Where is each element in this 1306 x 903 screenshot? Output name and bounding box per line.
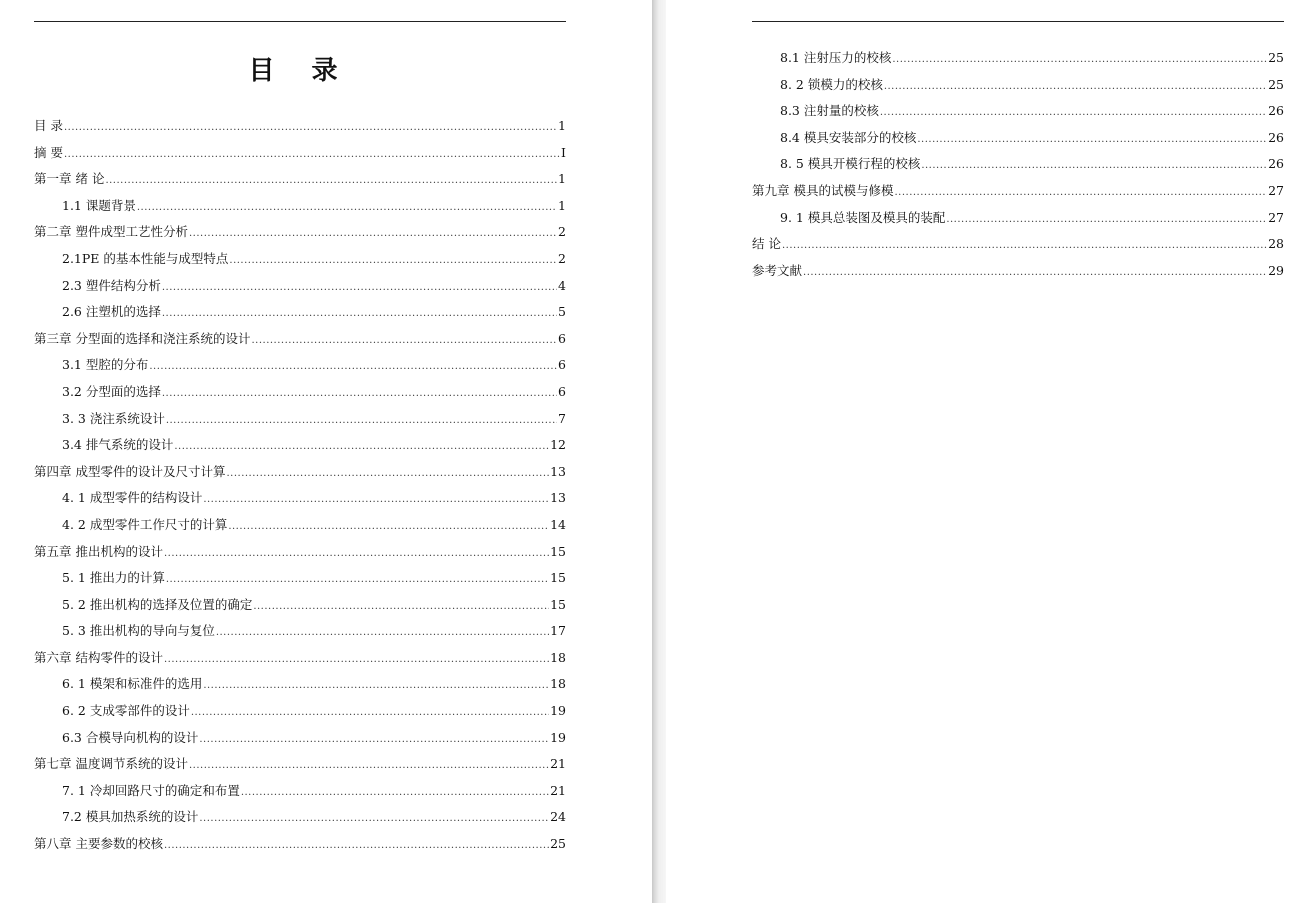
left-page — [0, 0, 652, 903]
toc-entry[interactable] — [34, 804, 566, 831]
toc-entry-page-number: 7 — [558, 410, 566, 426]
toc-entry-label: 5. 1 推出力的计算 — [62, 570, 165, 586]
dot-leader — [884, 74, 1267, 101]
toc-entry[interactable] — [34, 432, 566, 459]
page-gutter — [652, 0, 666, 903]
toc-entry-label: 第四章 成型零件的设计及尺寸计算 — [34, 463, 226, 479]
dot-leader — [64, 115, 557, 142]
toc-entry-page-number: 25 — [1268, 50, 1284, 65]
toc-list-left — [34, 113, 566, 858]
toc-entry-label: 2.1PE 的基本性能与成型特点 — [62, 250, 229, 266]
toc-entry-label: 目 录 — [34, 118, 63, 133]
toc-entry-label: 6.3 合模导向机构的设计 — [62, 729, 199, 745]
dot-leader — [229, 248, 557, 275]
toc-entry-label: 第二章 塑件成型工艺性分析 — [34, 224, 188, 240]
toc-entry[interactable] — [34, 512, 566, 539]
dot-leader — [203, 487, 549, 514]
toc-entry-label: 3.2 分型面的选择 — [62, 383, 161, 399]
right-page — [666, 0, 1306, 903]
toc-entry-page-number: 14 — [550, 516, 566, 532]
toc-entry-page-number: 17 — [550, 623, 566, 639]
dot-leader — [228, 514, 549, 541]
dot-leader — [166, 567, 549, 594]
toc-entry-page-number: 2 — [558, 250, 566, 266]
dot-leader — [921, 153, 1267, 180]
toc-entry-page-number: 25 — [550, 836, 566, 852]
toc-entry-page-number: 5 — [558, 304, 566, 320]
dot-leader — [226, 461, 549, 488]
dot-leader — [917, 127, 1267, 154]
dot-leader — [803, 260, 1267, 287]
toc-entry-label: 2.3 塑件结构分析 — [62, 277, 161, 293]
dot-leader — [946, 207, 1267, 234]
toc-entry[interactable] — [34, 592, 566, 619]
toc-entry-page-number: 18 — [550, 676, 566, 692]
dot-leader — [164, 541, 549, 568]
toc-entry-page-number: 1 — [558, 197, 566, 213]
toc-entry[interactable] — [34, 273, 566, 300]
toc-entry[interactable] — [34, 326, 566, 353]
toc-entry-page-number: 2 — [558, 224, 566, 240]
toc-entry-page-number: I — [561, 144, 566, 160]
toc-entry-label: 5. 2 推出机构的选择及位置的确定 — [62, 596, 253, 612]
toc-entry[interactable] — [34, 379, 566, 406]
toc-entry-page-number: 27 — [1268, 182, 1284, 198]
toc-entry[interactable] — [34, 698, 566, 725]
toc-entry[interactable] — [752, 125, 1284, 152]
dot-leader — [199, 806, 549, 833]
toc-entry[interactable] — [752, 258, 1284, 285]
dot-leader — [64, 142, 560, 169]
dot-leader — [191, 700, 549, 727]
toc-entry-label: 第五章 推出机构的设计 — [34, 543, 163, 559]
toc-entry-label: 参考文献 — [752, 262, 803, 278]
toc-entry[interactable] — [752, 45, 1284, 72]
toc-entry[interactable] — [34, 219, 566, 246]
toc-entry[interactable] — [34, 671, 566, 698]
dot-leader — [149, 354, 557, 381]
toc-entry[interactable] — [34, 246, 566, 273]
toc-entry-label: 7. 1 冷却回路尺寸的确定和布置 — [62, 782, 240, 798]
toc-entry-page-number: 26 — [1268, 103, 1284, 119]
dot-leader — [162, 301, 557, 328]
toc-list-right — [752, 45, 1284, 284]
dot-leader — [894, 180, 1267, 207]
toc-entry[interactable] — [34, 725, 566, 752]
dot-leader — [203, 673, 549, 700]
toc-entry-page-number: 4 — [558, 277, 566, 293]
toc-entry-label: 第七章 温度调节系统的设计 — [34, 756, 188, 772]
toc-entry-page-number: 25 — [1268, 76, 1284, 92]
dot-leader — [166, 408, 557, 435]
dot-leader — [164, 833, 549, 860]
dot-leader — [189, 753, 549, 780]
toc-entry-page-number: 26 — [1268, 156, 1284, 172]
toc-entry-label: 9. 1 模具总装图及模具的装配 — [780, 209, 946, 225]
toc-entry-page-number: 1 — [558, 118, 566, 133]
toc-entry-page-number: 26 — [1268, 129, 1284, 145]
toc-entry-label: 8. 2 锁模力的校核 — [780, 76, 883, 92]
toc-entry-label: 第六章 结构零件的设计 — [34, 649, 163, 665]
dot-leader — [174, 434, 549, 461]
toc-entry-page-number: 12 — [550, 437, 566, 453]
toc-entry[interactable] — [752, 205, 1284, 232]
dot-leader — [162, 275, 557, 302]
toc-entry[interactable] — [34, 485, 566, 512]
toc-entry[interactable] — [34, 140, 566, 167]
toc-entry-page-number: 27 — [1268, 209, 1284, 225]
toc-entry[interactable] — [34, 459, 566, 486]
toc-entry[interactable] — [34, 166, 566, 193]
toc-title: 目 录 — [248, 56, 352, 86]
toc-entry-page-number: 6 — [558, 330, 566, 346]
toc-entry-page-number: 21 — [550, 756, 566, 772]
toc-entry[interactable] — [34, 406, 566, 433]
toc-entry-page-number: 6 — [558, 383, 566, 399]
toc-entry[interactable] — [752, 72, 1284, 99]
toc-entry-label: 第九章 模具的试模与修模 — [752, 182, 894, 198]
toc-entry[interactable] — [34, 565, 566, 592]
toc-entry-label: 3.1 型腔的分布 — [62, 357, 149, 373]
toc-entry-label: 4. 2 成型零件工作尺寸的计算 — [62, 516, 228, 532]
toc-entry[interactable] — [34, 778, 566, 805]
dot-leader — [164, 647, 549, 674]
toc-entry[interactable] — [752, 151, 1284, 178]
toc-entry[interactable] — [34, 618, 566, 645]
toc-entry-page-number: 29 — [1268, 262, 1284, 278]
toc-entry-label: 结 论 — [752, 236, 781, 252]
toc-entry-page-number: 13 — [550, 490, 566, 506]
toc-entry-page-number: 15 — [550, 543, 566, 559]
toc-entry-label: 第三章 分型面的选择和浇注系统的设计 — [34, 330, 251, 346]
toc-entry[interactable] — [752, 231, 1284, 258]
dot-leader — [162, 381, 557, 408]
dot-leader — [253, 594, 549, 621]
toc-entry-label: 2.6 注塑机的选择 — [62, 304, 161, 320]
toc-entry-label: 1.1 课题背景 — [62, 197, 136, 213]
header-rule — [752, 21, 1284, 22]
toc-entry-page-number: 19 — [550, 703, 566, 719]
toc-entry-label: 3.4 排气系统的设计 — [62, 437, 174, 453]
toc-entry-label: 8. 5 模具开模行程的校核 — [780, 156, 921, 172]
toc-entry-label: 6. 2 支成零部件的设计 — [62, 703, 190, 719]
toc-entry[interactable] — [34, 539, 566, 566]
toc-entry[interactable] — [34, 645, 566, 672]
dot-leader — [782, 233, 1267, 260]
toc-entry-label: 3. 3 浇注系统设计 — [62, 410, 165, 426]
toc-entry[interactable] — [34, 751, 566, 778]
toc-entry[interactable] — [34, 193, 566, 220]
toc-entry-label: 8.3 注射量的校核 — [780, 103, 879, 119]
toc-entry-page-number: 24 — [550, 809, 566, 825]
toc-entry-label: 第八章 主要参数的校核 — [34, 836, 163, 852]
dot-leader — [137, 195, 557, 222]
header-rule — [34, 21, 566, 22]
toc-entry[interactable] — [34, 352, 566, 379]
dot-leader — [251, 328, 557, 355]
toc-entry-label: 8.4 模具安装部分的校核 — [780, 129, 917, 145]
toc-entry-page-number: 19 — [550, 729, 566, 745]
dot-leader — [189, 221, 557, 248]
toc-entry-page-number: 13 — [550, 463, 566, 479]
toc-entry-label: 8.1 注射压力的校核 — [780, 50, 892, 65]
toc-entry[interactable] — [34, 299, 566, 326]
toc-entry-label: 4. 1 成型零件的结构设计 — [62, 490, 203, 506]
toc-entry-page-number: 15 — [550, 570, 566, 586]
dot-leader — [199, 727, 549, 754]
toc-entry-page-number: 21 — [550, 782, 566, 798]
toc-entry[interactable] — [34, 831, 566, 858]
toc-entry[interactable] — [752, 178, 1284, 205]
dot-leader — [892, 47, 1267, 74]
toc-entry-label: 5. 3 推出机构的导向与复位 — [62, 623, 215, 639]
toc-entry-page-number: 28 — [1268, 236, 1284, 252]
dot-leader — [105, 168, 557, 195]
dot-leader — [241, 780, 549, 807]
toc-entry[interactable] — [752, 98, 1284, 125]
toc-entry-label: 6. 1 模架和标准件的选用 — [62, 676, 203, 692]
toc-entry-label: 第一章 绪 论 — [34, 171, 105, 187]
toc-entry-label: 7.2 模具加热系统的设计 — [62, 809, 199, 825]
toc-entry[interactable] — [34, 113, 566, 140]
toc-entry-page-number: 6 — [558, 357, 566, 373]
toc-entry-page-number: 18 — [550, 649, 566, 665]
dot-leader — [216, 620, 549, 647]
toc-entry-page-number: 15 — [550, 596, 566, 612]
toc-entry-page-number: 1 — [558, 171, 566, 187]
dot-leader — [880, 100, 1267, 127]
toc-entry-label: 摘 要 — [34, 144, 63, 160]
